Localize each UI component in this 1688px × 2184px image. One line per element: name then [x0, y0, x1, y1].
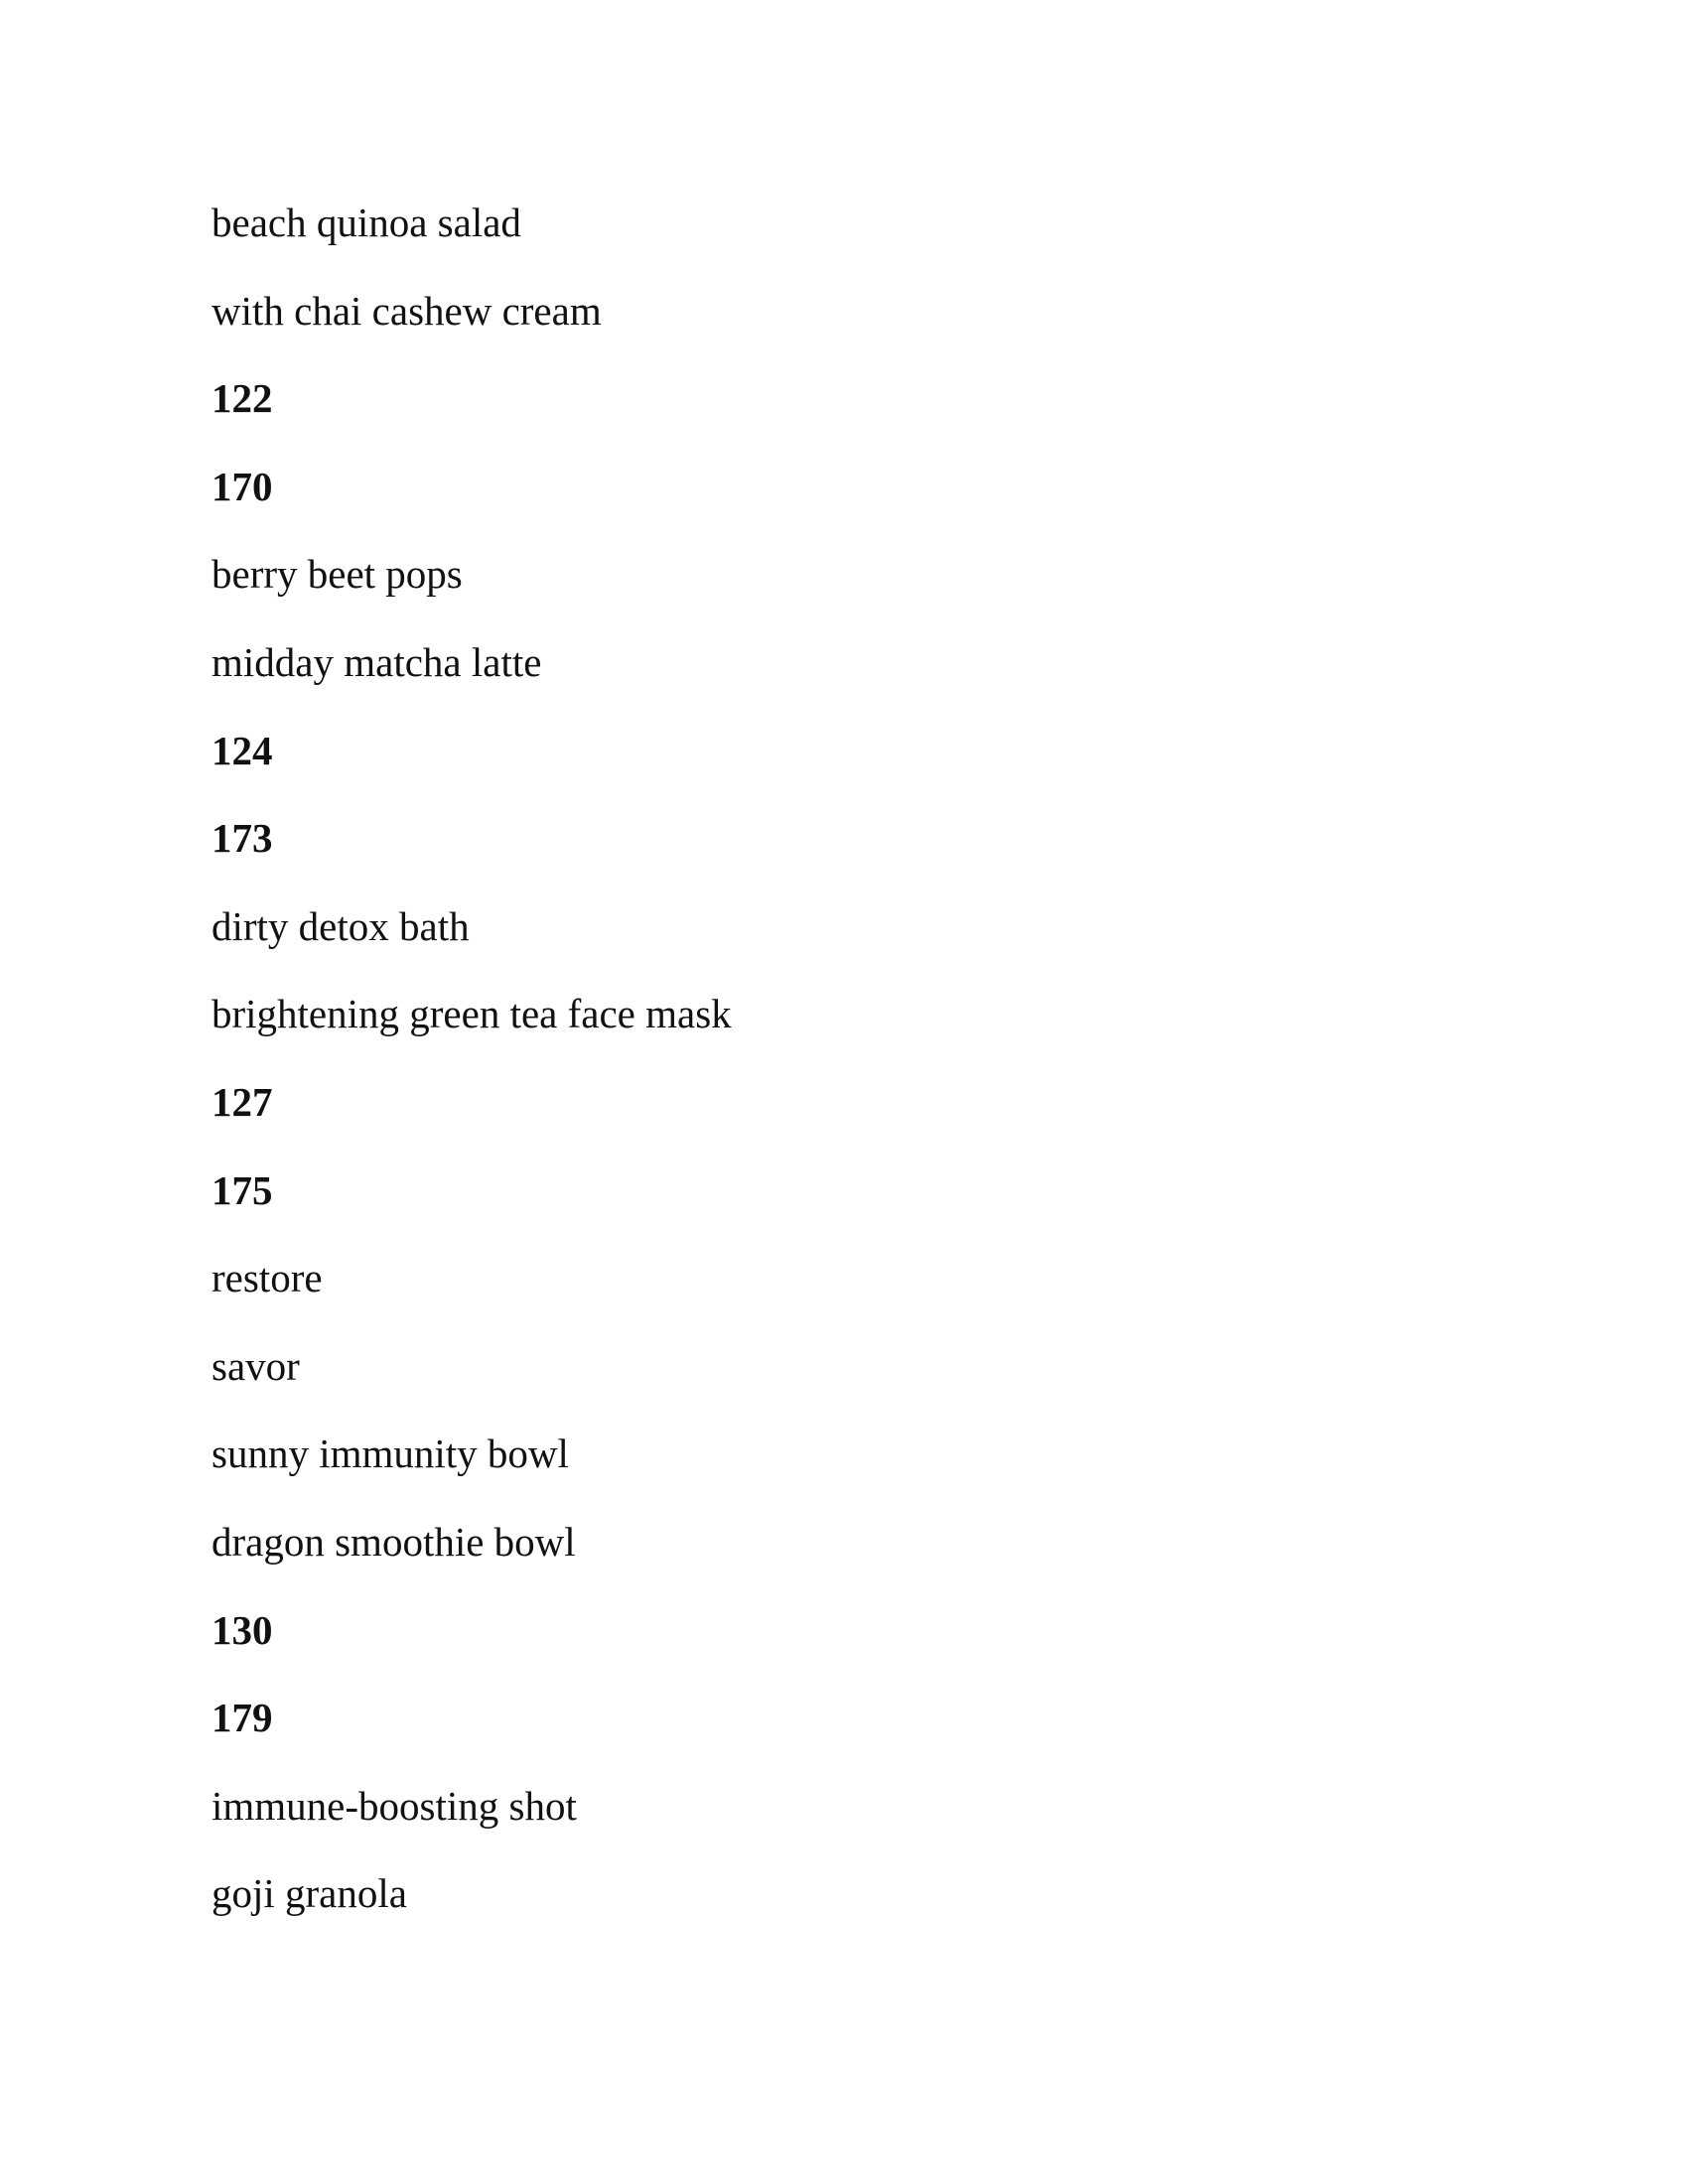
- entry-title: sunny immunity bowl: [211, 1431, 569, 1477]
- entry-title: restore: [211, 1255, 323, 1301]
- entry-title: with chai cashew cream: [211, 287, 602, 334]
- entry-page-number: 170: [211, 463, 273, 509]
- entry-page-number: 124: [211, 727, 273, 773]
- entry-title: savor: [211, 1342, 300, 1389]
- entry-title: dragon smoothie bowl: [211, 1518, 576, 1565]
- entry-page-number: 130: [211, 1606, 273, 1653]
- entry-title: dirty detox bath: [211, 902, 470, 949]
- entry-page-number: 173: [211, 815, 273, 862]
- entry-title: beach quinoa salad: [211, 200, 521, 245]
- entry-page-number: 175: [211, 1166, 273, 1213]
- entry-title: brightening green tea face mask: [211, 991, 732, 1037]
- entry-title: berry beet pops: [211, 551, 463, 598]
- entry-title: midday matcha latte: [211, 638, 542, 685]
- entry-title: goji granola: [211, 1870, 407, 1917]
- entry-page-number: 127: [211, 1078, 273, 1125]
- entry-page-number: 179: [211, 1695, 273, 1741]
- entry-title: immune-boosting shot: [211, 1782, 577, 1829]
- entry-page-number: 122: [211, 375, 273, 422]
- entry-list: [211, 192, 732, 1951]
